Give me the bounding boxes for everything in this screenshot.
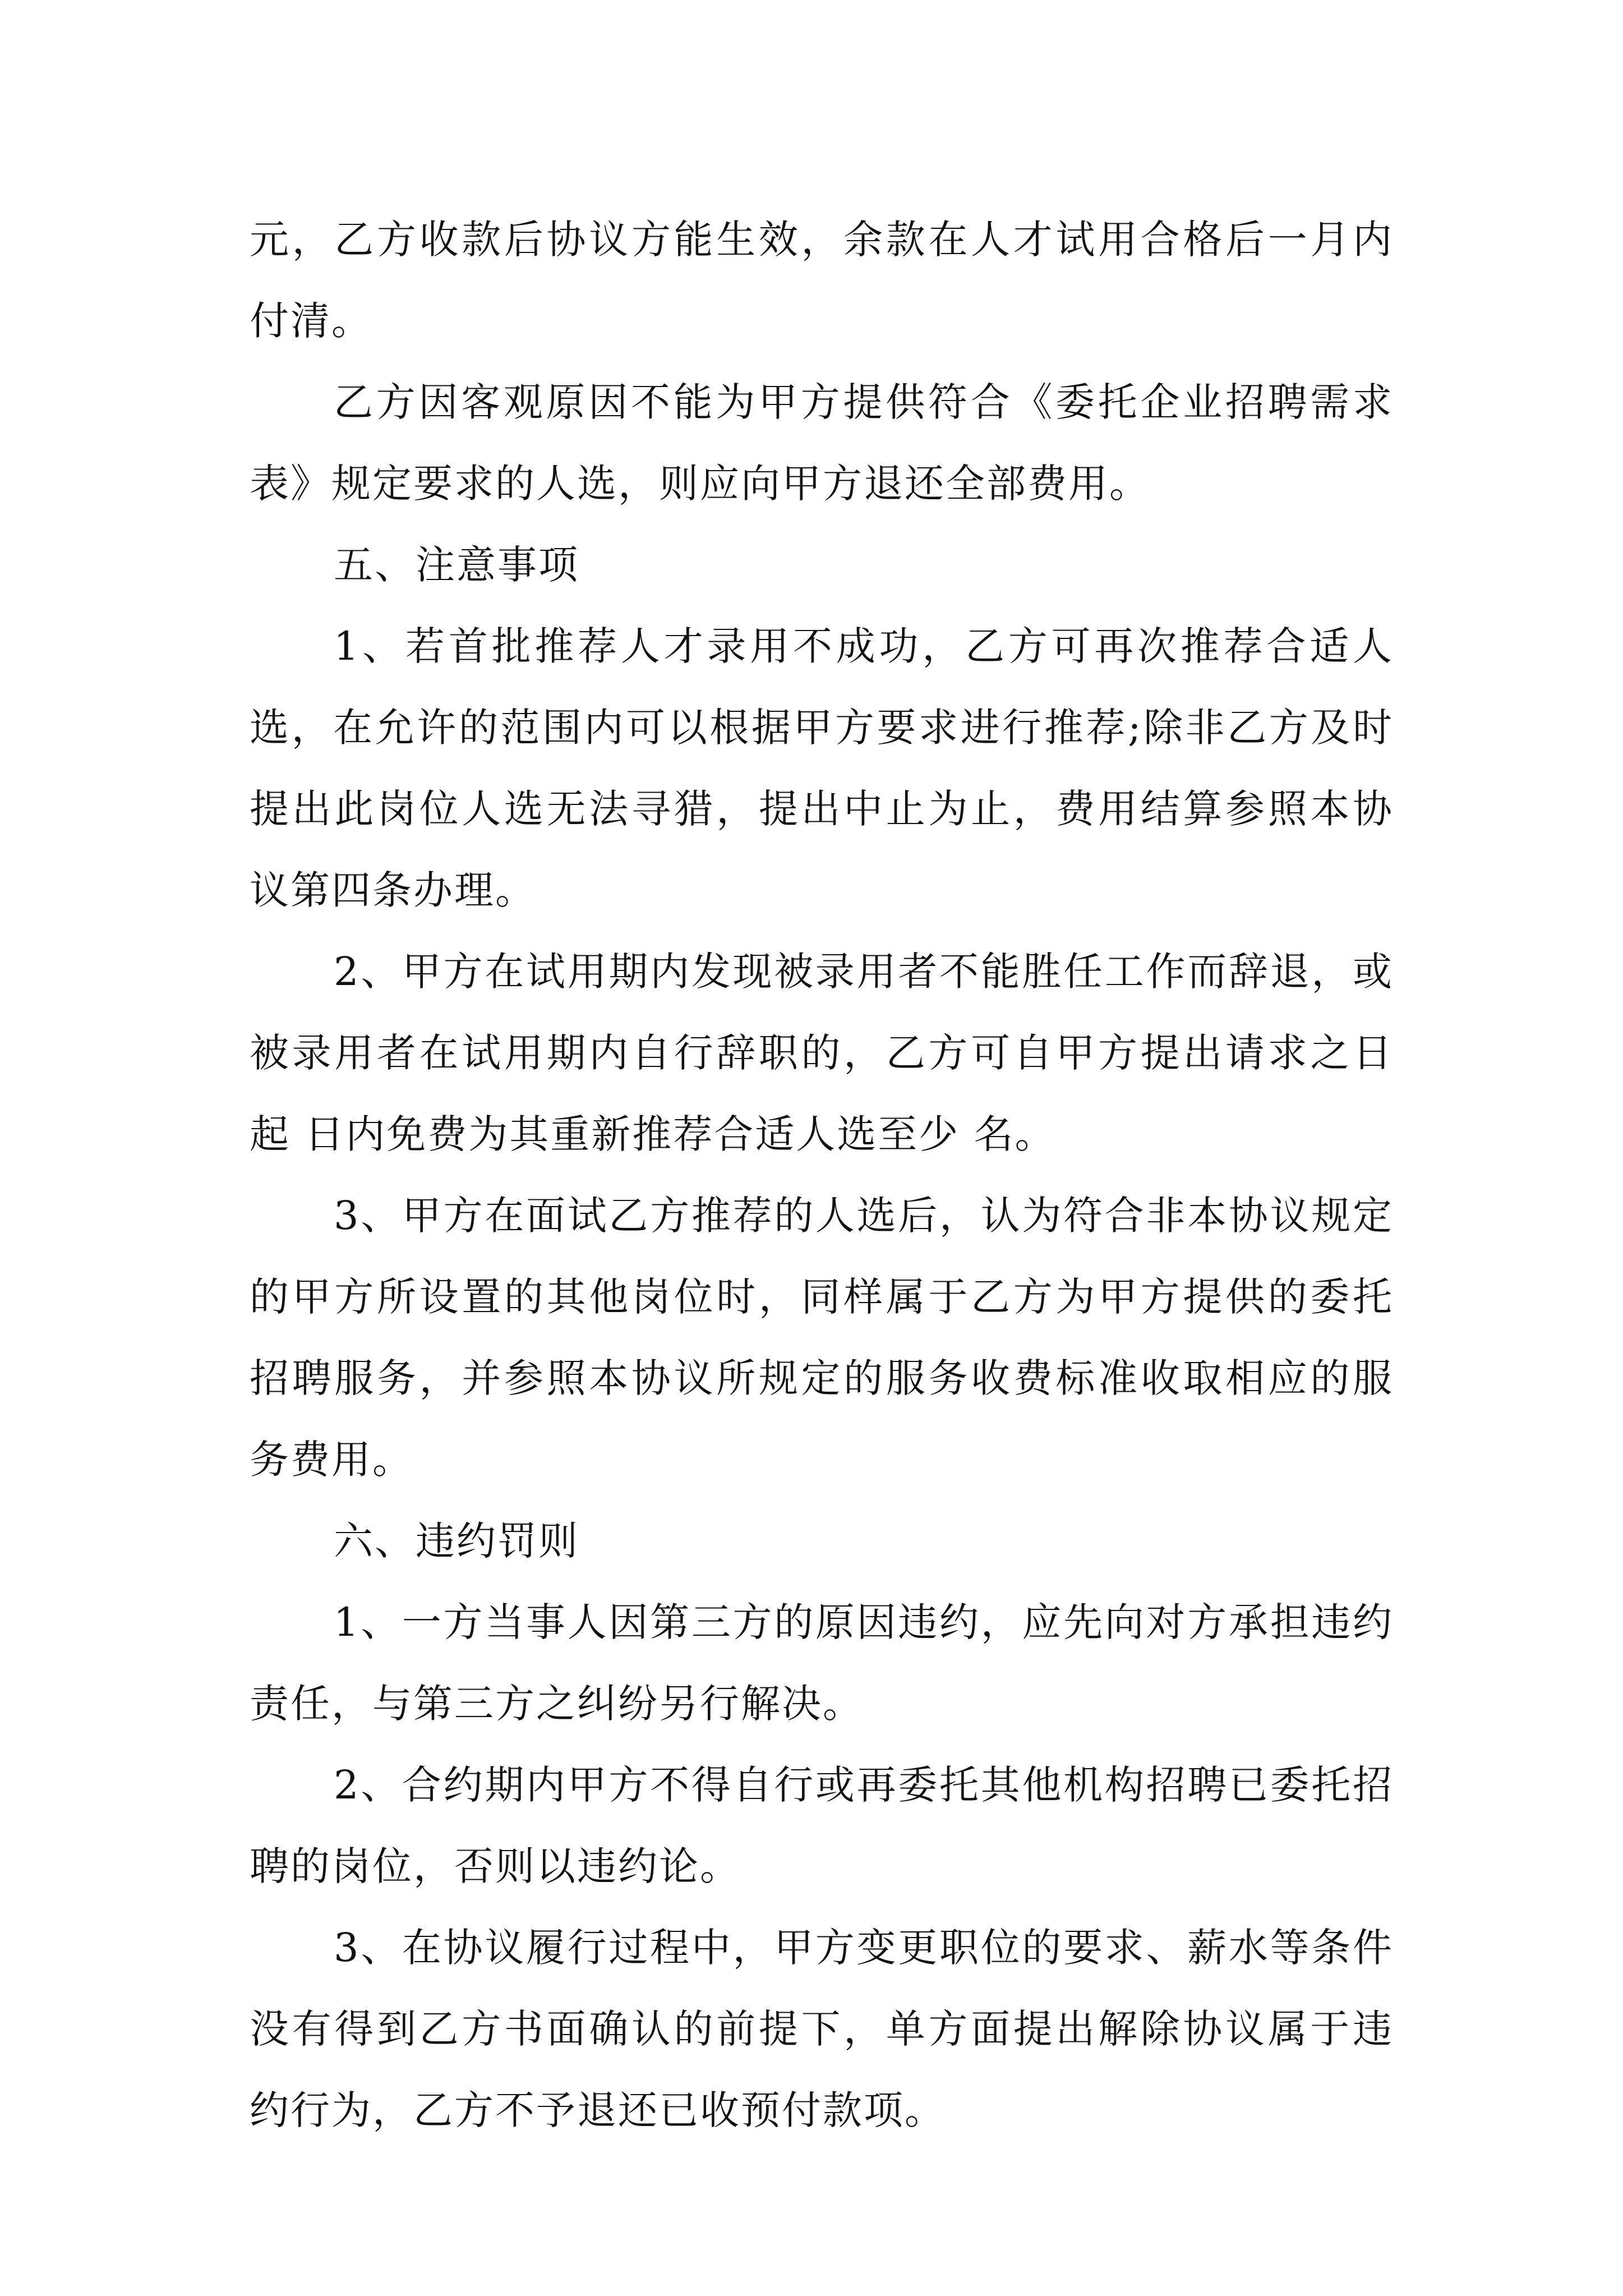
section-heading-notes: 五、注意事项 [334,542,579,588]
paragraph-penalty-2: 2、合约期内甲方不得自行或再委托其他机构招聘已委托招聘的岗位，否则以违约论。 [250,1762,1394,1889]
paragraph-penalty-3: 3、在协议履行过程中，甲方变更职位的要求、薪水等条件没有得到乙方书面确认的前提下，单方面提出解除协议属于违约行为，乙方不予退还已收预付款项。 [250,1925,1394,2133]
paragraph-refund: 乙方因客观原因不能为甲方提供符合《委托企业招聘需求表》规定要求的人选，则应向甲方退还全部费用。 [250,379,1394,507]
section-heading-penalties: 六、违约罚则 [334,1518,579,1564]
paragraph-penalty-1: 1、一方当事人因第三方的原因违约，应先向对方承担违约责任，与第三方之纠纷另行解决。 [250,1599,1394,1727]
paragraph-note-1: 1、若首批推荐人才录用不成功，乙方可再次推荐合适人选，在允许的范围内可以根据甲方要求进行推荐;除非乙方及时提出此岗位人选无法寻猎，提出中止为止，费用结算参照本协议第四条办理。 [250,623,1394,913]
paragraph-payment-continuation: 元，乙方收款后协议方能生效，余款在人才试用合格后一月内付清。 [250,217,1394,344]
paragraph-note-2: 2、甲方在试用期内发现被录用者不能胜任工作而辞退，或被录用者在试用期内自行辞职的，乙方可自甲方提出请求之日起 日内免费为其重新推荐合适人选至少 名。 [250,949,1394,1157]
paragraph-note-3: 3、甲方在面试乙方推荐的人选后，认为符合非本协议规定的甲方所设置的其他岗位时，同样属于乙方为甲方提供的委托招聘服务，并参照本协议所规定的服务收费标准收取相应的服务费用。 [250,1193,1394,1483]
document-body [250,199,1394,2151]
